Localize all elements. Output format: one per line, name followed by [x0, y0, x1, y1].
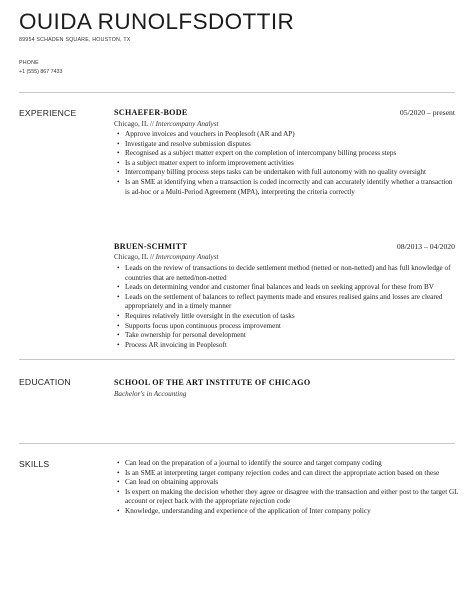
list-item: • Take ownership for personal development — [114, 331, 459, 341]
list-item: • Process AR invoicing in Peoplesoft — [114, 341, 459, 351]
phone-number: +1 (555) 867 7433 — [19, 69, 63, 75]
list-item: • Is a subject matter expert to inform improvement activities — [114, 159, 459, 169]
list-item: • Is expert on making the decision whether they agree or disagree with the transaction and either post to the target GL account or reject back with the appropriate rejection code — [114, 488, 459, 507]
job-location: Chicago, IL // — [114, 253, 156, 261]
job-location: Chicago, IL // — [114, 120, 156, 128]
job-dates: 08/2013 – 04/2020 — [396, 242, 455, 251]
list-item: • Investigate and resolve submission disputes — [114, 140, 459, 150]
list-item: • Is an SME at interpreting target company rejection codes and can direct the appropriate action based on these — [114, 469, 459, 479]
address: 89954 SCHADEN SQUARE, HOUSTON, TX — [19, 37, 131, 43]
list-item: • Is an SME at identifying when a transaction is coded incorrectly and can accurately identify whether a transaction is ad-hoc or a Multi-Period Agreement (MPA), interpreting the criteria correctly — [114, 178, 459, 197]
divider — [19, 359, 455, 360]
job-bullets — [114, 130, 459, 197]
list-item: • Requires relatively little oversight in the execution of tasks — [114, 312, 459, 322]
section-title-skills: SKILLS — [19, 459, 50, 469]
skills-list — [114, 459, 459, 517]
list-item: • Knowledge, understanding and experience of the application of Inter company policy — [114, 507, 459, 517]
employer-name: SCHAEFER-BODE — [114, 108, 188, 117]
list-item: • Can lead on the preparation of a journal to identify the source and target company coding — [114, 459, 459, 469]
job-location-role — [114, 120, 219, 128]
job-location-role — [114, 253, 219, 261]
school-name: SCHOOL OF THE ART INSTITUTE OF CHICAGO — [114, 378, 311, 387]
list-item: • Intercompany billing process steps tasks can be undertaken with full autonomy with no quality oversight — [114, 168, 459, 178]
employer-name: BRUEN-SCHMITT — [114, 242, 188, 251]
list-item: • Leads on determining vendor and customer final balances and leads on seeking approval for these from BV — [114, 283, 459, 293]
job-title: Intercompany Analyst — [155, 120, 219, 128]
list-item: • Leads on the settlement of balances to reflect payments made and ensures realised gains and losses are cleared appropriately and in a timely manner — [114, 293, 459, 312]
job-title: Intercompany Analyst — [155, 253, 219, 261]
list-item: • Recognised as a subject matter expert on the completion of intercompany billing process steps — [114, 149, 459, 159]
candidate-name: OUIDA RUNOLFSDOTTIR — [19, 9, 295, 34]
section-title-education: EDUCATION — [19, 377, 71, 387]
list-item: • Leads on the review of transactions to decide settlement method (netted or non-netted) and has full knowledge of countries that are netted/non-netted — [114, 264, 459, 283]
job-bullets — [114, 264, 459, 350]
list-item: • Supports focus upon continuous process improvement — [114, 322, 459, 332]
section-title-experience: EXPERIENCE — [19, 108, 77, 118]
job-dates: 05/2020 – present — [399, 108, 455, 117]
list-item: • Approve invoices and vouchers in Peoplesoft (AR and AP) — [114, 130, 459, 140]
divider — [19, 92, 455, 93]
phone-label: PHONE — [19, 60, 39, 66]
list-item: • Can lead on obtaining approvals — [114, 478, 459, 488]
degree: Bachelor's in Accounting — [114, 390, 187, 398]
divider — [19, 443, 455, 444]
